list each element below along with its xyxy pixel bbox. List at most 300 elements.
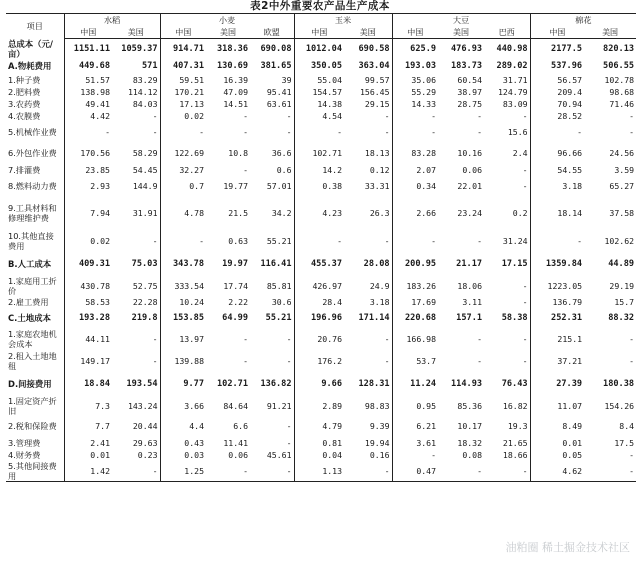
table-cell: 17.74	[223, 280, 249, 291]
table-cell: -	[286, 127, 292, 137]
table-cell: 138.98	[64, 86, 112, 98]
table-cell: 23.85	[64, 164, 112, 176]
table-cell: 96.66	[530, 143, 584, 164]
table-cell: -	[522, 296, 528, 307]
table-cell: 343.78	[160, 253, 206, 276]
table-cell: 1359.84	[530, 253, 584, 276]
table-cell: 28.75	[457, 98, 483, 109]
table-cell: 28.08	[363, 259, 390, 269]
subcol-header: 美国	[344, 27, 392, 39]
table-cell: 54.45	[132, 164, 158, 175]
table-cell: -	[522, 280, 528, 291]
table-row	[6, 122, 636, 143]
table-cell: 31.71	[502, 74, 528, 85]
table-cell: 18.14	[530, 197, 584, 230]
table-cell: 156.45	[359, 86, 390, 97]
table-cell: 0.08	[462, 449, 483, 460]
table-cell: 29.19	[609, 280, 635, 291]
subcol-header: 巴西	[484, 27, 530, 39]
table-cell: 180.38	[603, 379, 635, 389]
table-cell: 20.44	[132, 421, 158, 431]
table-cell: 11.41	[223, 437, 249, 448]
table-cell: 820.13	[603, 43, 635, 54]
table-cell: -	[384, 110, 390, 121]
table-cell: -	[484, 461, 530, 482]
cost-table	[6, 13, 636, 482]
row-label: 2.税和保险费	[8, 421, 57, 431]
table-cell: 11.24	[392, 373, 438, 396]
table-cell: 0.06	[462, 164, 483, 175]
table-cell: -	[629, 449, 635, 460]
table-cell: 17.69	[392, 296, 438, 308]
table-cell: 1151.11	[64, 39, 112, 59]
table-cell: 157.1	[456, 313, 483, 323]
table-cell: 0.2	[512, 208, 528, 218]
table-cell: 2.89	[294, 396, 344, 416]
table-cell: 44.89	[608, 259, 635, 269]
table-cell: 690.58	[358, 43, 390, 54]
table-cell: 0.01	[64, 449, 112, 461]
table-cell: -	[392, 230, 438, 253]
table-cell: 625.9	[392, 39, 438, 59]
row-label: 7.排灌费	[8, 164, 41, 175]
table-cell: 430.78	[64, 276, 112, 296]
subcol-header: 美国	[206, 27, 250, 39]
table-cell: 130.69	[216, 61, 249, 71]
table-cell: 85.36	[457, 400, 483, 411]
table-cell: 54.55	[530, 164, 584, 176]
row-label: C.土地成本	[8, 313, 51, 323]
table-cell: -	[286, 356, 292, 366]
table-cell: 128.31	[358, 379, 390, 389]
table-cell: 154.57	[294, 86, 344, 98]
table-cell: 171.14	[358, 313, 390, 323]
row-label: 3.农药费	[8, 98, 41, 109]
table-cell: 14.51	[223, 98, 249, 109]
table-cell: 4.54	[294, 110, 344, 122]
table-cell: -	[530, 122, 584, 143]
row-label: 1.家庭农地机会成本	[8, 329, 57, 349]
table-cell: -	[584, 461, 636, 482]
table-cell: 2.93	[64, 176, 112, 197]
table-cell: 17.15	[501, 259, 528, 269]
table-cell: -	[286, 334, 292, 344]
table-cell: -	[477, 110, 483, 121]
table-cell: 114.93	[451, 379, 483, 389]
table-cell: 95.41	[266, 86, 292, 97]
table-cell: 114.12	[127, 86, 158, 97]
table-cell: 52.75	[132, 280, 158, 291]
table-row	[6, 164, 636, 176]
table-cell: 84.64	[223, 400, 249, 411]
table-cell: 2.07	[392, 164, 438, 176]
table-cell: 4.62	[530, 461, 584, 482]
table-cell: 37.58	[609, 208, 635, 218]
table-cell: 476.93	[451, 43, 483, 54]
table-cell: 9.66	[294, 373, 344, 396]
table-cell: 21.5	[228, 208, 249, 218]
table-cell: -	[384, 334, 390, 344]
row-label: D.间接费用	[8, 379, 52, 389]
table-cell: 170.21	[160, 86, 206, 98]
table-cell: 0.12	[369, 164, 390, 175]
subcol-header: 中国	[160, 27, 206, 39]
table-cell: 4.42	[64, 110, 112, 122]
table-cell: 65.27	[609, 181, 635, 191]
table-cell: 85.81	[266, 280, 292, 291]
table-cell: 116.41	[260, 259, 292, 269]
table-row	[6, 74, 636, 86]
table-cell: 91.21	[266, 400, 292, 411]
row-label: 6.外包作业费	[8, 148, 57, 158]
table-cell: 9.77	[160, 373, 206, 396]
table-cell: 1223.05	[530, 276, 584, 296]
table-cell: 0.6	[276, 164, 292, 175]
table-cell: 0.03	[160, 449, 206, 461]
table-cell: 3.18	[369, 296, 390, 307]
table-cell: 136.79	[530, 296, 584, 308]
table-cell: 30.6	[271, 296, 292, 307]
table-cell: 32.27	[160, 164, 206, 176]
table-cell: 318.36	[216, 43, 249, 54]
table-cell: -	[629, 356, 635, 366]
table-row	[6, 296, 636, 308]
table-cell: -	[522, 356, 528, 366]
table-cell: 63.61	[266, 98, 292, 109]
group-wheat: 小麦	[160, 14, 294, 28]
table-cell: 22.01	[457, 181, 483, 191]
table-cell: 571	[141, 61, 158, 71]
table-body	[6, 39, 636, 482]
group-corn: 玉米	[294, 14, 392, 28]
table-cell: 75.03	[131, 259, 158, 269]
table-cell: 55.21	[265, 313, 292, 323]
table-cell: -	[294, 230, 344, 253]
table-cell: 22.28	[132, 296, 158, 307]
row-label: 2.肥料费	[8, 86, 41, 97]
row-label: 10.其他直接费用	[8, 231, 54, 251]
table-cell: -	[112, 461, 160, 482]
table-cell: -	[530, 230, 584, 253]
table-row	[6, 373, 636, 396]
group-cotton: 棉花	[530, 14, 636, 28]
table-cell: 407.31	[160, 59, 206, 74]
table-cell: 124.79	[497, 86, 528, 97]
table-cell: 60.54	[457, 74, 483, 85]
table-cell: 7.3	[64, 396, 112, 416]
table-cell: -	[392, 122, 438, 143]
table-cell: 10.24	[160, 296, 206, 308]
table-cell: 0.16	[369, 449, 390, 460]
table-cell: 11.07	[530, 396, 584, 416]
table-cell: 149.17	[64, 350, 112, 373]
table-row	[6, 86, 636, 98]
table-cell: 70.94	[530, 98, 584, 110]
table-cell: 102.71	[294, 143, 344, 164]
table-cell: 26.3	[369, 208, 390, 218]
table-cell: 289.02	[496, 61, 528, 71]
table-cell: -	[629, 110, 635, 121]
table-cell: -	[629, 334, 635, 344]
table-row	[6, 396, 636, 416]
table-row	[6, 110, 636, 122]
table-cell: 15.7	[614, 296, 635, 307]
table-cell: 18.06	[457, 280, 483, 291]
table-cell: 18.84	[64, 373, 112, 396]
subcol-header: 中国	[530, 27, 584, 39]
table-cell: 84.03	[132, 98, 158, 109]
table-cell: 0.05	[530, 449, 584, 461]
table-cell: 19.94	[364, 437, 390, 448]
table-cell: 2.22	[228, 296, 249, 307]
row-label: 2.雇工费用	[8, 296, 49, 307]
table-cell: 8.4	[619, 421, 635, 431]
table-cell: 2.4	[512, 148, 528, 158]
table-cell: 144.9	[132, 181, 158, 191]
table-cell: 98.68	[609, 86, 635, 97]
table-cell: 55.29	[392, 86, 438, 98]
table-cell: 45.61	[266, 449, 292, 460]
table-cell: 215.1	[530, 329, 584, 350]
subcol-header: 欧盟	[250, 27, 294, 39]
table-cell: -	[286, 421, 292, 431]
table-cell: 0.38	[294, 176, 344, 197]
table-cell: 183.26	[392, 276, 438, 296]
table-cell: 0.23	[137, 449, 158, 460]
row-label: 1.家庭用工折价	[8, 275, 57, 296]
table-cell: 252.31	[530, 308, 584, 329]
table-cell: 10.8	[228, 148, 249, 158]
table-cell: -	[286, 437, 292, 448]
table-cell: -	[438, 461, 484, 482]
table-cell: 28.4	[294, 296, 344, 308]
table-cell: 10.17	[457, 421, 483, 431]
table-cell: 14.33	[392, 98, 438, 110]
table-cell: 122.69	[160, 143, 206, 164]
table-cell: 193.28	[64, 308, 112, 329]
table-cell: 196.96	[294, 308, 344, 329]
table-cell: 58.53	[64, 296, 112, 308]
table-cell: 51.57	[64, 74, 112, 86]
table-cell: 16.39	[223, 74, 249, 85]
table-cell: 19.3	[507, 421, 528, 431]
table-row	[6, 416, 636, 437]
row-label: 5.机械作业费	[8, 127, 57, 137]
item-header: 项目	[26, 20, 43, 31]
table-cell: -	[243, 356, 249, 366]
table-cell: 4.23	[294, 197, 344, 230]
row-label: 3.管理费	[8, 437, 41, 448]
table-cell: 13.97	[160, 329, 206, 350]
table-cell: 183.73	[451, 61, 483, 71]
subcol-header: 美国	[438, 27, 484, 39]
table-cell: -	[243, 110, 249, 121]
watermark: 油粕圈 稀土掘金技术社区	[505, 541, 630, 554]
table-cell: 0.7	[160, 176, 206, 197]
table-cell: 6.6	[233, 421, 249, 431]
table-cell: 14.38	[294, 98, 344, 110]
table-cell: 102.62	[604, 236, 635, 246]
table-row	[6, 449, 636, 461]
table-cell: 3.18	[530, 176, 584, 197]
table-cell: 0.81	[294, 437, 344, 449]
table-cell: 440.98	[496, 43, 528, 54]
table-cell: -	[392, 110, 438, 122]
row-label: 4.农膜费	[8, 110, 41, 121]
table-cell: 1.25	[160, 461, 206, 482]
table-cell: 914.71	[160, 39, 206, 59]
table-cell: 0.47	[392, 461, 438, 482]
table-row	[6, 253, 636, 276]
table-cell: 56.57	[530, 74, 584, 86]
table-cell: 76.43	[501, 379, 528, 389]
table-cell: -	[160, 122, 206, 143]
table-row	[6, 276, 636, 296]
table-cell: 350.05	[294, 59, 344, 74]
table-cell: 47.09	[223, 86, 249, 97]
table-cell: 55.21	[266, 236, 292, 246]
table-cell: -	[294, 122, 344, 143]
table-cell: 71.46	[609, 98, 635, 109]
table-row	[6, 461, 636, 482]
table-row	[6, 59, 636, 74]
table-row	[6, 350, 636, 373]
table-cell: 102.71	[216, 379, 249, 389]
table-cell: -	[160, 230, 206, 253]
table-row	[6, 143, 636, 164]
table-cell: -	[629, 127, 635, 137]
table-cell: -	[384, 127, 390, 137]
table-row	[6, 230, 636, 253]
row-label: B.人工成本	[8, 259, 52, 269]
table-cell: 426.97	[294, 276, 344, 296]
table-cell: -	[243, 127, 249, 137]
table-cell: 58.38	[501, 313, 528, 323]
table-cell: 37.21	[530, 350, 584, 373]
subcol-header: 中国	[64, 27, 112, 39]
table-cell: 31.91	[132, 208, 158, 218]
table-cell: 33.31	[364, 181, 390, 191]
table-cell: 18.66	[502, 449, 528, 460]
table-cell: 0.95	[392, 396, 438, 416]
table-cell: 0.43	[160, 437, 206, 449]
row-label: 4.财务费	[8, 449, 41, 460]
table-row	[6, 308, 636, 329]
subcol-header: 中国	[294, 27, 344, 39]
subcol-header: 美国	[584, 27, 636, 39]
table-cell: 36.6	[271, 148, 292, 158]
table-cell: 88.32	[608, 313, 635, 323]
table-cell: 220.68	[392, 308, 438, 329]
row-label: A.物耗费用	[8, 61, 52, 71]
table-cell: 0.06	[228, 449, 249, 460]
table-cell: -	[384, 356, 390, 366]
table-cell: 10.16	[457, 148, 483, 158]
table-cell: -	[152, 334, 158, 344]
row-label: 5.其他间接费用	[6, 461, 64, 482]
table-cell: 1012.04	[294, 39, 344, 59]
table-cell: 18.13	[364, 148, 390, 158]
table-cell: -	[64, 122, 112, 143]
table-cell: 83.09	[502, 98, 528, 109]
row-label: 总成本（元/亩）	[8, 38, 53, 59]
table-cell: 506.55	[603, 61, 635, 71]
table-cell: 2.66	[392, 197, 438, 230]
table-cell: 64.99	[222, 313, 249, 323]
table-cell: 0.34	[392, 176, 438, 197]
table-cell: 0.63	[228, 236, 249, 246]
table-cell: 24.56	[609, 148, 635, 158]
table-cell: -	[250, 461, 294, 482]
table-cell: 29.15	[364, 98, 390, 109]
table-cell: 193.03	[392, 59, 438, 74]
table-cell: 29.63	[132, 437, 158, 448]
table-cell: 3.66	[160, 396, 206, 416]
table-cell: -	[152, 356, 158, 366]
table-cell: 15.6	[507, 127, 528, 137]
table-row	[6, 329, 636, 350]
table-cell: -	[243, 164, 249, 175]
table-cell: 153.85	[160, 308, 206, 329]
table-cell: 24.9	[369, 280, 390, 291]
table-title: 表2中外重要农产品生产成本	[250, 0, 390, 12]
table-cell: 9.39	[369, 421, 390, 431]
table-cell: 200.95	[392, 253, 438, 276]
table-cell: -	[522, 334, 528, 344]
table-cell: 363.04	[358, 61, 390, 71]
table-cell: 31.24	[502, 236, 528, 246]
table-cell: 28.52	[530, 110, 584, 122]
table-cell: 39	[281, 74, 292, 85]
table-cell: 139.88	[160, 350, 206, 373]
table-row	[6, 39, 636, 59]
table-cell: 1.42	[64, 461, 112, 482]
table-cell: 154.26	[604, 400, 635, 411]
table-cell: 455.37	[294, 253, 344, 276]
table-cell: 166.98	[392, 329, 438, 350]
table-cell: -	[477, 356, 483, 366]
table-cell: 19.97	[222, 259, 249, 269]
table-cell: 690.08	[260, 43, 292, 54]
table-cell: -	[206, 461, 250, 482]
table-row	[6, 98, 636, 110]
table-cell: 4.4	[160, 416, 206, 437]
subcol-header: 中国	[392, 27, 438, 39]
table-cell: 35.06	[392, 74, 438, 86]
table-cell: -	[522, 181, 528, 191]
table-cell: 219.8	[131, 313, 158, 323]
table-cell: 21.65	[502, 437, 528, 448]
table-cell: 55.04	[294, 74, 344, 86]
table-cell: -	[152, 110, 158, 121]
table-cell: 19.77	[223, 181, 249, 191]
table-cell: 209.4	[530, 86, 584, 98]
table-cell: 18.32	[457, 437, 483, 448]
table-row	[6, 176, 636, 197]
table-cell: 38.97	[457, 86, 483, 97]
table-cell: 537.96	[530, 59, 584, 74]
group-soybean: 大豆	[392, 14, 530, 28]
table-cell: -	[522, 164, 528, 175]
table-cell: 4.78	[160, 197, 206, 230]
table-cell: 16.82	[502, 400, 528, 411]
group-rice: 水稻	[64, 14, 160, 28]
table-cell: -	[286, 110, 292, 121]
table-cell: 449.68	[64, 59, 112, 74]
table-cell: 17.5	[614, 437, 635, 448]
table-cell: 2177.5	[530, 39, 584, 59]
table-cell: 83.28	[392, 143, 438, 164]
